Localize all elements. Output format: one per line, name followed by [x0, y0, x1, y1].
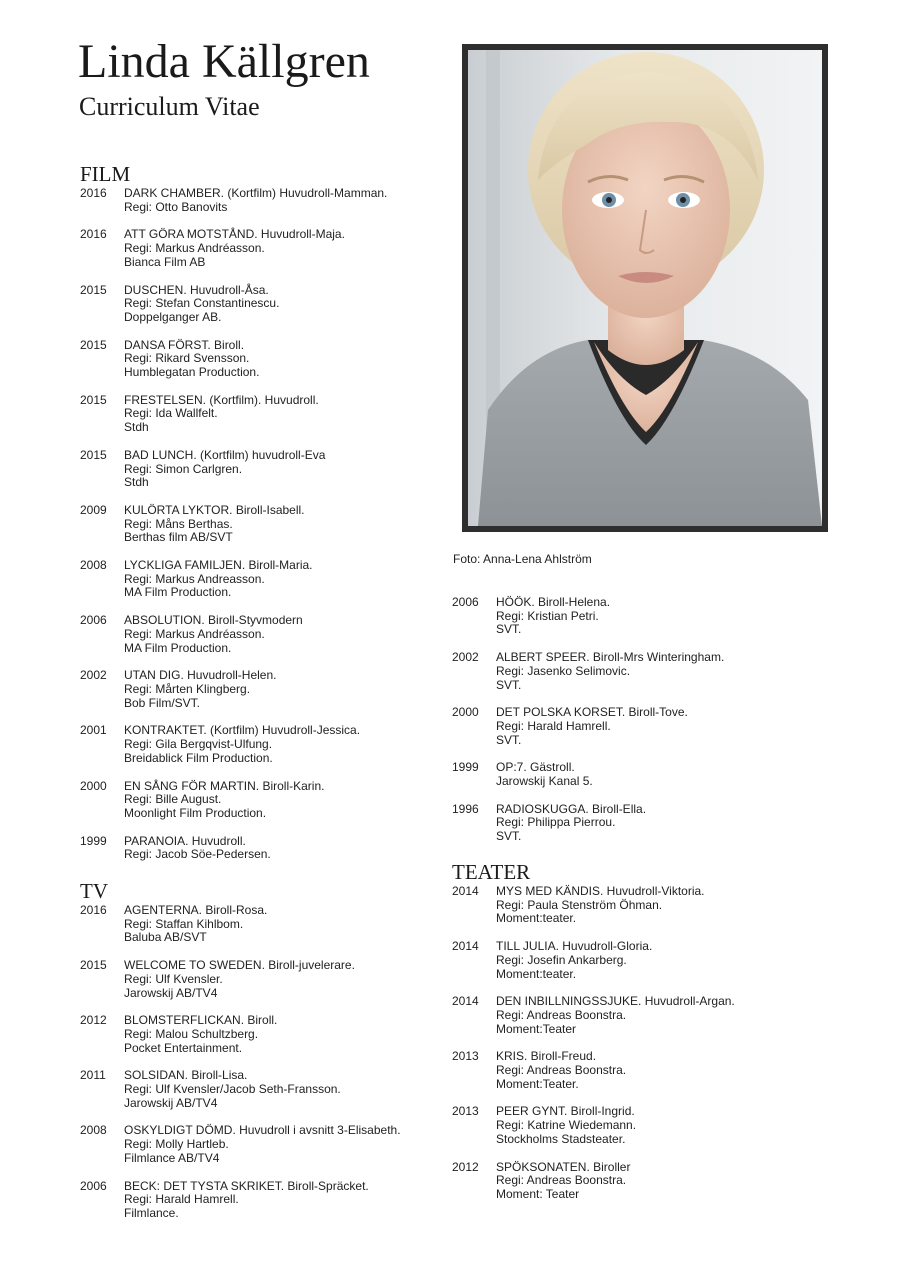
cv-entry	[452, 940, 852, 981]
entry-year: 2002	[452, 650, 479, 665]
entry-detail: Bob Film/SVT.	[124, 695, 201, 710]
entry-detail: Regi: Jasenko Selimovic.	[496, 663, 631, 678]
entry-title: DUSCHEN. Huvudroll-Åsa.	[124, 282, 269, 297]
entry-year: 2015	[80, 392, 107, 407]
entry-detail: Regi: Otto Banovits	[124, 199, 228, 214]
entry-detail: Regi: Gila Bergqvist-Ulfung.	[124, 737, 273, 752]
entry-detail: Stdh	[124, 420, 149, 435]
entry-detail: MA Film Production.	[124, 585, 232, 600]
entry-detail: Regi: Måns Berthas.	[124, 516, 233, 531]
entry-title: SPÖKSONATEN. Biroller	[496, 1159, 631, 1174]
cv-entry	[80, 559, 452, 600]
entry-detail: Jarowskij Kanal 5.	[496, 774, 593, 789]
teater-heading: TEATER	[452, 860, 531, 884]
entry-detail: Regi: Jacob Söe-Pedersen.	[124, 847, 271, 862]
cv-entry	[80, 394, 452, 435]
entry-title: KULÖRTA LYKTOR. Biroll-Isabell.	[124, 502, 305, 517]
cv-entry	[452, 706, 852, 747]
entry-title: ALBERT SPEER. Biroll-Mrs Winteringham.	[496, 650, 725, 665]
entry-detail: Pocket Entertainment.	[124, 1040, 243, 1055]
entry-detail: Moment:Teater.	[496, 1076, 579, 1091]
tv-continued-section	[452, 594, 852, 844]
entry-detail: Regi: Harald Hamrell.	[124, 1192, 239, 1207]
entry-title: PEER GYNT. Biroll-Ingrid.	[496, 1104, 635, 1119]
entry-year: 2011	[80, 1068, 106, 1083]
entry-detail: Humblegatan Production.	[124, 365, 260, 380]
entry-year: 2000	[80, 778, 107, 793]
entry-title: DARK CHAMBER. (Kortfilm) Huvudroll-Mamman.	[124, 186, 388, 200]
entry-detail: Stockholms Stadsteater.	[496, 1131, 626, 1146]
entry-detail: Filmlance.	[124, 1205, 179, 1220]
entry-detail: Regi: Markus Andréasson.	[124, 626, 265, 641]
entry-detail: Moonlight Film Production.	[124, 805, 267, 820]
entry-title: MYS MED KÄNDIS. Huvudroll-Viktoria.	[496, 884, 705, 898]
entry-detail: MA Film Production.	[124, 640, 232, 655]
entry-detail: Regi: Staffan Kihlbom.	[124, 916, 244, 931]
entry-detail: Filmlance AB/TV4	[124, 1150, 220, 1165]
entry-detail: Regi: Ida Wallfelt.	[124, 406, 218, 421]
cv-entry	[80, 1124, 452, 1165]
entry-title: WELCOME TO SWEDEN. Biroll-juvelerare.	[124, 958, 355, 973]
entry-title: BECK: DET TYSTA SKRIKET. Biroll-Spräcket.	[124, 1178, 369, 1193]
cv-entry	[80, 959, 452, 1000]
cv-entry	[80, 284, 452, 325]
entry-year: 2006	[80, 1178, 107, 1193]
entry-detail: Regi: Harald Hamrell.	[496, 718, 611, 733]
cv-entry	[80, 1014, 452, 1055]
entry-detail: Baluba AB/SVT	[124, 930, 207, 945]
entry-year: 2012	[452, 1159, 479, 1174]
entry-year: 2016	[80, 903, 107, 917]
entry-title: UTAN DIG. Huvudroll-Helen.	[124, 668, 277, 683]
cv-entry	[452, 803, 852, 844]
entry-detail: Bianca Film AB	[124, 254, 206, 269]
entry-year: 2014	[452, 939, 479, 954]
cv-entry	[80, 339, 452, 380]
entry-title: RADIOSKUGGA. Biroll-Ella.	[496, 801, 647, 816]
cv-entry	[452, 995, 852, 1036]
entry-title: HÖÖK. Biroll-Helena.	[496, 595, 611, 609]
entry-title: OP:7. Gästroll.	[496, 760, 575, 775]
entry-detail: Regi: Andreas Boonstra.	[496, 1007, 627, 1022]
cv-entry	[452, 761, 852, 788]
entry-detail: Regi: Ulf Kvensler/Jacob Seth-Fransson.	[124, 1082, 341, 1097]
cv-entry	[80, 724, 452, 765]
cv-entry	[80, 1180, 452, 1221]
entry-detail: Regi: Kristian Petri.	[496, 608, 599, 623]
cv-entry	[452, 1050, 852, 1091]
name-heading: Linda Källgren	[78, 35, 370, 88]
entry-detail: Regi: Malou Schultzberg.	[124, 1026, 259, 1041]
entry-year: 2006	[452, 595, 479, 609]
entry-detail: SVT.	[496, 622, 522, 637]
entry-year: 2015	[80, 337, 107, 352]
entry-detail: Stdh	[124, 475, 149, 490]
entry-detail: Breidablick Film Production.	[124, 750, 273, 765]
entry-year: 2015	[80, 282, 107, 297]
entry-year: 2013	[452, 1049, 479, 1064]
entry-detail: Regi: Philippa Pierrou.	[496, 815, 616, 830]
entry-title: AGENTERNA. Biroll-Rosa.	[124, 903, 268, 917]
tv-list	[80, 904, 452, 1221]
entry-detail: Regi: Paula Stenström Öhman.	[496, 897, 663, 912]
entry-detail: SVT.	[496, 829, 522, 844]
entry-title: PARANOIA. Huvudroll.	[124, 833, 246, 848]
cv-entry	[80, 228, 452, 269]
cv-entry	[80, 835, 452, 862]
entry-title: SOLSIDAN. Biroll-Lisa.	[124, 1068, 248, 1083]
cv-entry	[452, 1161, 852, 1202]
entry-year: 2014	[452, 884, 479, 898]
entry-detail: Jarowskij AB/TV4	[124, 1095, 218, 1110]
entry-year: 1999	[452, 760, 479, 775]
entry-year: 2013	[452, 1104, 479, 1119]
entry-title: BLOMSTERFLICKAN. Biroll.	[124, 1013, 278, 1028]
entry-year: 2000	[452, 705, 479, 720]
entry-detail: Regi: Rikard Svensson.	[124, 351, 250, 366]
film-list	[80, 187, 452, 862]
entry-title: DEN INBILLNINGSSJUKE. Huvudroll-Argan.	[496, 994, 735, 1009]
portrait-photo	[468, 50, 822, 526]
cv-entry	[80, 780, 452, 821]
entry-year: 1996	[452, 801, 479, 816]
entry-detail: Moment:Teater	[496, 1021, 577, 1036]
cv-entry	[80, 504, 452, 545]
entry-detail: Berthas film AB/SVT	[124, 530, 233, 545]
cv-entry	[80, 669, 452, 710]
cv-entry	[80, 1069, 452, 1110]
entry-year: 1999	[80, 833, 107, 848]
entry-year: 2016	[80, 186, 107, 200]
entry-year: 2008	[80, 1123, 107, 1138]
cv-entry	[452, 1105, 852, 1146]
entry-year: 2009	[80, 502, 107, 517]
entry-title: LYCKLIGA FAMILJEN. Biroll-Maria.	[124, 558, 313, 573]
entry-year: 2012	[80, 1013, 107, 1028]
tv-heading: TV	[80, 879, 108, 903]
entry-detail: Regi: Andreas Boonstra.	[496, 1173, 627, 1188]
cv-entry	[80, 449, 452, 490]
photo-caption: Foto: Anna-Lena Ahlström	[453, 552, 592, 566]
entry-detail: Regi: Molly Hartleb.	[124, 1137, 229, 1152]
entry-title: KONTRAKTET. (Kortfilm) Huvudroll-Jessica.	[124, 723, 361, 738]
entry-year: 2006	[80, 613, 107, 628]
teater-section	[452, 861, 852, 1202]
entry-title: DANSA FÖRST. Biroll.	[124, 337, 245, 352]
cv-subtitle: Curriculum Vitae	[79, 92, 260, 121]
entry-detail: Regi: Mårten Klingberg.	[124, 681, 251, 696]
entry-detail: SVT.	[496, 732, 522, 747]
entry-year: 2015	[80, 447, 107, 462]
entry-detail: Moment:teater.	[496, 911, 577, 926]
entry-detail: Doppelganger AB.	[124, 309, 222, 324]
entry-year: 2016	[80, 227, 107, 242]
entry-title: EN SÅNG FÖR MARTIN. Biroll-Karin.	[124, 778, 325, 793]
cv-entry	[452, 596, 852, 637]
entry-year: 2008	[80, 558, 107, 573]
entry-title: DET POLSKA KORSET. Biroll-Tove.	[496, 705, 688, 720]
cv-entry	[80, 187, 452, 214]
entry-title: BAD LUNCH. (Kortfilm) huvudroll-Eva	[124, 447, 326, 462]
film-section	[80, 163, 452, 862]
entry-detail: Moment:teater.	[496, 966, 577, 981]
entry-detail: SVT.	[496, 677, 522, 692]
entry-detail: Regi: Markus Andréasson.	[124, 241, 265, 256]
entry-year: 2001	[80, 723, 107, 738]
portrait-photo-frame	[462, 44, 828, 532]
entry-detail: Regi: Ulf Kvensler.	[124, 971, 223, 986]
entry-title: TILL JULIA. Huvudroll-Gloria.	[496, 939, 653, 954]
entry-detail: Regi: Stefan Constantinescu.	[124, 296, 280, 311]
cv-entry	[452, 885, 852, 926]
film-heading: FILM	[80, 162, 131, 186]
entry-detail: Moment: Teater	[496, 1186, 580, 1201]
entry-year: 2015	[80, 958, 107, 973]
entry-year: 2002	[80, 668, 107, 683]
entry-detail: Jarowskij AB/TV4	[124, 985, 218, 1000]
entry-detail: Regi: Katrine Wiedemann.	[496, 1118, 637, 1133]
entry-title: ATT GÖRA MOTSTÅND. Huvudroll-Maja.	[124, 227, 345, 242]
entry-detail: Regi: Josefin Ankarberg.	[496, 952, 627, 967]
cv-entry	[80, 614, 452, 655]
cv-entry	[80, 904, 452, 945]
entry-detail: Regi: Bille August.	[124, 792, 222, 807]
entry-title: FRESTELSEN. (Kortfilm). Huvudroll.	[124, 392, 319, 407]
entry-detail: Regi: Markus Andreasson.	[124, 571, 265, 586]
entry-title: OSKYLDIGT DÖMD. Huvudroll i avsnitt 3-Elisabeth.	[124, 1123, 401, 1138]
tv-continued-list	[452, 596, 852, 844]
entry-title: KRIS. Biroll-Freud.	[496, 1049, 597, 1064]
entry-detail: Regi: Simon Carlgren.	[124, 461, 243, 476]
tv-section	[80, 880, 452, 1221]
entry-detail: Regi: Andreas Boonstra.	[496, 1063, 627, 1078]
entry-title: ABSOLUTION. Biroll-Styvmodern	[124, 613, 303, 628]
entry-year: 2014	[452, 994, 479, 1009]
teater-list	[452, 885, 852, 1202]
cv-entry	[452, 651, 852, 692]
